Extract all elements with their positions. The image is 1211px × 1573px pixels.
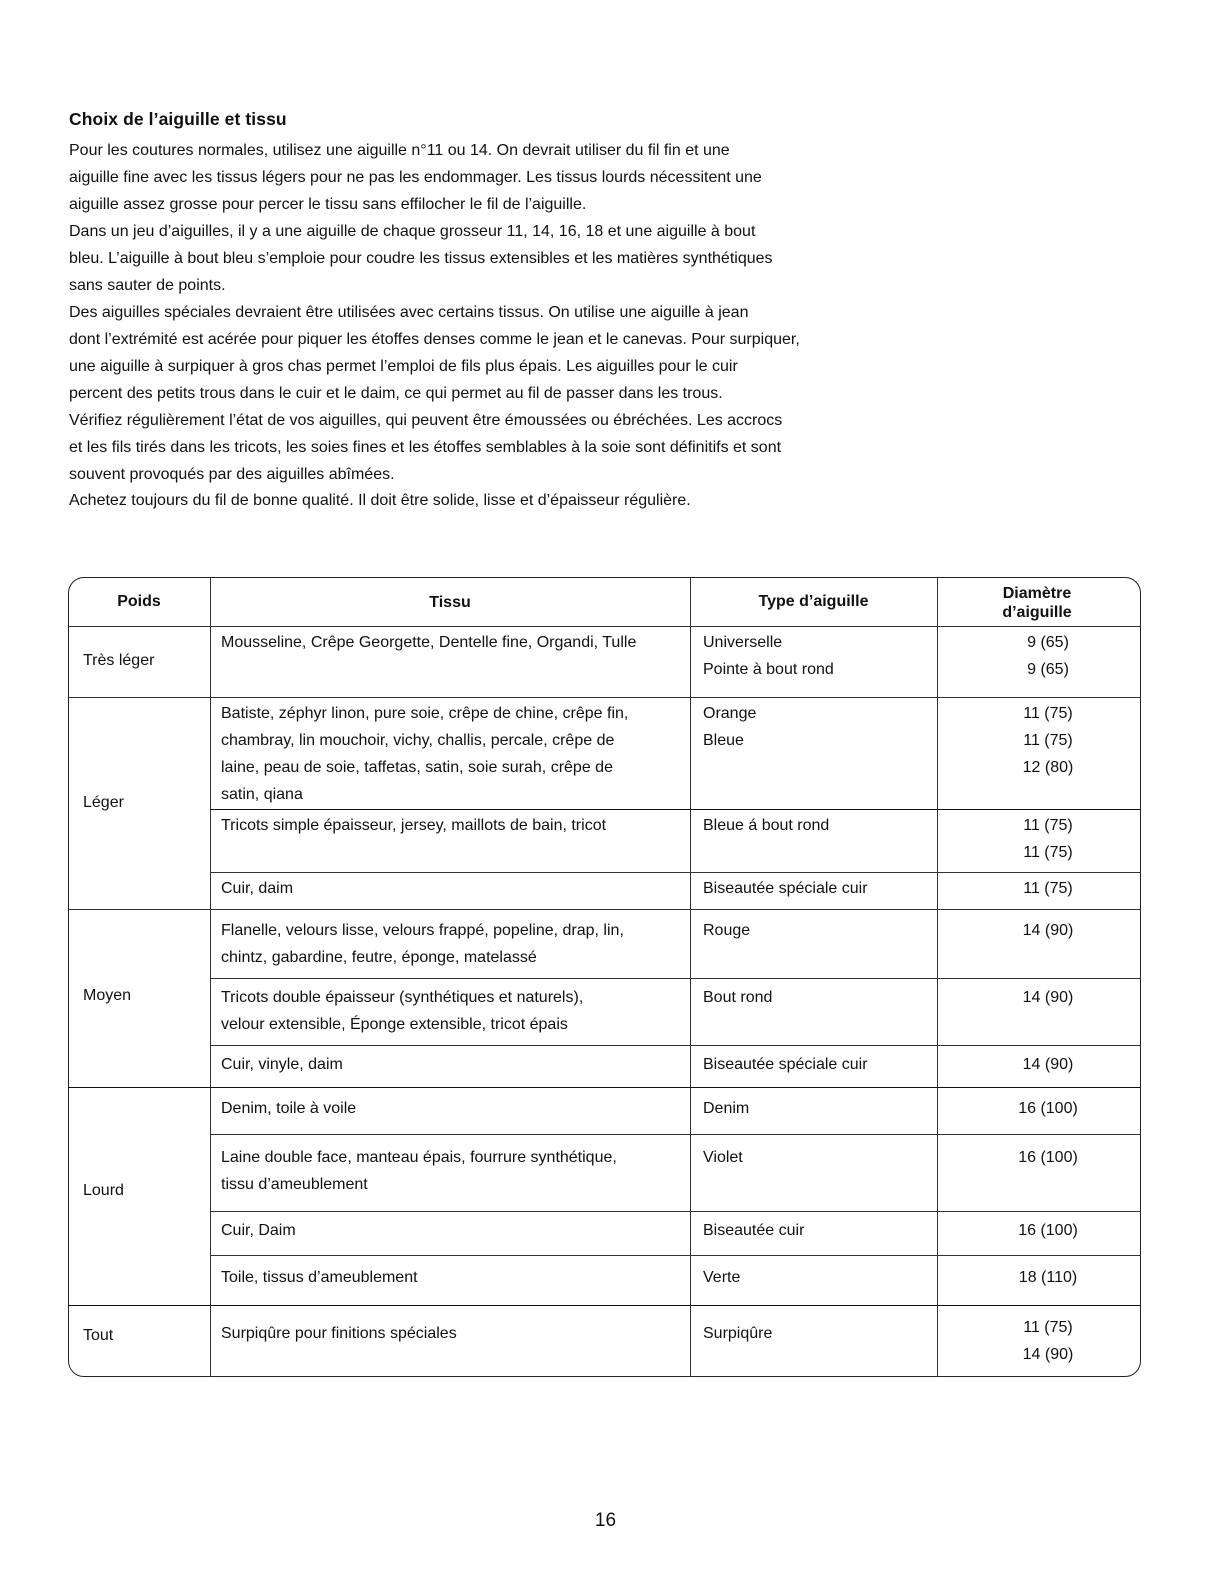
row-divider <box>210 1255 1141 1256</box>
cell-line: Mousseline, Crêpe Georgette, Dentelle fine, Organdi, Tulle <box>221 634 637 651</box>
text-line: dont l’extrémité est acérée pour piquer les étoffes denses comme le jean et le canevas. Pour surpiquer, <box>69 331 800 349</box>
tissu-cell <box>221 700 628 808</box>
diam-cell <box>998 875 1098 902</box>
diam-cell <box>998 1051 1098 1078</box>
cell-line: 14 (90) <box>1022 922 1074 939</box>
type-cell <box>703 629 834 683</box>
cell-line: 9 (65) <box>1027 661 1069 678</box>
row-divider <box>210 1045 1141 1046</box>
paragraph-check-needles <box>69 407 859 488</box>
row-divider <box>68 1087 1141 1088</box>
row-divider <box>68 697 1141 698</box>
cell-line: Biseautée cuir <box>703 1222 805 1239</box>
header-diametre <box>937 584 1137 622</box>
type-cell <box>703 1051 868 1078</box>
text-line: aiguille assez grosse pour percer le tissu sans effilocher le fil de l’aiguille. <box>69 196 587 214</box>
tissu-cell <box>221 984 583 1038</box>
cell-line: 11 (75) <box>1023 880 1073 897</box>
cell-line: chintz, gabardine, feutre, éponge, matelassé <box>221 949 537 966</box>
diam-cell <box>998 1095 1098 1122</box>
cell-line: 14 (90) <box>1022 989 1074 1006</box>
type-cell <box>703 1320 772 1347</box>
cell-line: Cuir, vinyle, daim <box>221 1056 343 1073</box>
paragraph-special-needles <box>69 299 859 407</box>
tissu-cell <box>221 812 606 839</box>
cell-line: 14 (90) <box>1022 1056 1074 1073</box>
tissu-cell <box>221 875 293 902</box>
cell-line: 11 (75) <box>1023 1319 1073 1336</box>
cell-line: 11 (75) <box>1023 817 1073 834</box>
text-line: Vérifiez régulièrement l’état de vos aiguilles, qui peuvent être émoussées ou ébréchées. Les accrocs <box>69 412 783 429</box>
type-cell <box>703 700 756 754</box>
type-cell <box>703 1095 749 1122</box>
row-divider <box>210 978 1141 979</box>
text-line: Pour les coutures normales, utilisez une aiguille n°11 ou 14. On devrait utiliser du fil fin et une <box>69 142 730 159</box>
cell-line: Pointe à bout rond <box>703 661 834 678</box>
text-line: bleu. L’aiguille à bout bleu s’emploie pour coudre les tissus extensibles et les matières synthétiques <box>69 250 773 268</box>
diam-cell <box>998 984 1098 1011</box>
cell-line: Biseautée spéciale cuir <box>703 1056 868 1073</box>
row-divider <box>210 872 1141 873</box>
header-poids: Poids <box>117 593 161 610</box>
cell-line: Tricots simple épaisseur, jersey, maillots de bain, tricot <box>221 817 607 834</box>
cell-line: Cuir, daim <box>221 880 294 897</box>
text-line: souvent provoqués par des aiguilles abîmées. <box>69 466 395 484</box>
diam-cell <box>998 1314 1098 1368</box>
cell-line: Laine double face, manteau épais, fourrure synthétique, <box>221 1149 617 1166</box>
cell-line: 11 (75) <box>1023 844 1073 861</box>
cell-line: Toile, tissus d’ameublement <box>221 1269 418 1286</box>
cell-line: 11 (75) <box>1023 705 1073 722</box>
text-line: une aiguille à surpiquer à gros chas permet l’emploi de fils plus épais. Les aiguilles pour le cuir <box>69 358 738 376</box>
type-cell <box>703 875 868 902</box>
tissu-cell <box>221 917 624 971</box>
cell-line: Rouge <box>703 922 751 939</box>
cell-line: Bleue <box>703 732 744 749</box>
cell-line: tissu d’ameublement <box>221 1176 368 1193</box>
cell-line: Denim, toile à voile <box>221 1100 357 1117</box>
cell-line: Universelle <box>703 634 783 651</box>
poids-cell: Très léger <box>83 652 155 669</box>
header-tissu: Tissu <box>429 594 471 611</box>
cell-line: Bleue á bout rond <box>703 817 830 834</box>
cell-line: 18 (110) <box>1018 1269 1078 1286</box>
poids-cell: Lourd <box>83 1182 124 1199</box>
tissu-cell <box>221 1144 617 1198</box>
type-cell <box>703 1144 743 1171</box>
tissu-cell <box>221 629 636 656</box>
cell-line: Verte <box>703 1269 741 1286</box>
cell-line: 11 (75) <box>1023 732 1073 749</box>
text-line: Dans un jeu d’aiguilles, il y a une aiguille de chaque grosseur 11, 14, 16, 18 et une aiguille à bout <box>69 223 756 240</box>
cell-line: Bout rond <box>703 989 773 1006</box>
type-cell <box>703 1217 804 1244</box>
row-divider <box>68 626 1141 627</box>
text-line: aiguille fine avec les tissus légers pour ne pas les endommager. Les tissus lourds nécessitent une <box>69 169 762 187</box>
row-divider <box>210 809 1141 810</box>
tissu-cell <box>221 1320 457 1347</box>
cell-line: Denim <box>703 1100 750 1117</box>
cell-line: 14 (90) <box>1022 1346 1074 1363</box>
text-line: Des aiguilles spéciales devraient être utilisées avec certains tissus. On utilise une aiguille à jean <box>69 304 749 321</box>
cell-line: Surpiqûre pour finitions spéciales <box>221 1325 457 1342</box>
paragraph-normal-seams <box>69 137 859 218</box>
poids-cell: Léger <box>83 794 124 811</box>
page-number: 16 <box>594 1510 617 1531</box>
diam-cell <box>998 1144 1098 1171</box>
type-cell <box>703 1264 740 1291</box>
cell-line: chambray, lin mouchoir, vichy, challis, percale, crêpe de <box>221 732 615 749</box>
cell-line: Violet <box>703 1149 743 1166</box>
poids-cell: Moyen <box>83 987 132 1004</box>
paragraph-needle-set <box>69 218 859 299</box>
row-divider <box>68 1305 1141 1306</box>
type-cell <box>703 984 772 1011</box>
row-divider <box>210 1211 1141 1212</box>
paragraph-thread-quality <box>69 487 859 514</box>
text-line: Achetez toujours du fil de bonne qualité. Il doit être solide, lisse et d’épaisseur régulière. <box>69 492 691 509</box>
row-divider <box>210 1134 1141 1135</box>
tissu-cell <box>221 1095 356 1122</box>
type-cell <box>703 917 750 944</box>
cell-line: Batiste, zéphyr linon, pure soie, crêpe de chine, crêpe fin, <box>221 705 629 722</box>
cell-line: Tricots double épaisseur (synthétiques et naturels), <box>221 989 584 1006</box>
diam-cell <box>998 1264 1098 1291</box>
type-cell <box>703 812 829 839</box>
header-diametre-line1: Diamètre <box>1002 585 1072 602</box>
diam-cell <box>998 1217 1098 1244</box>
tissu-cell <box>221 1217 296 1244</box>
cell-line: Surpiqûre <box>703 1325 773 1342</box>
cell-line: Biseautée spéciale cuir <box>703 880 868 897</box>
cell-line: 12 (80) <box>1022 759 1074 776</box>
cell-line: 16 (100) <box>1018 1100 1078 1117</box>
text-line: et les fils tirés dans les tricots, les soies fines et les étoffes semblables à la soie sont définitifs et sont <box>69 439 782 457</box>
cell-line: 16 (100) <box>1018 1222 1078 1239</box>
cell-line: velour extensible, Éponge extensible, tricot épais <box>221 1016 568 1033</box>
diam-cell <box>998 812 1098 866</box>
header-diametre-line2: d’aiguille <box>1002 604 1072 621</box>
cell-line: Flanelle, velours lisse, velours frappé, popeline, drap, lin, <box>221 922 624 939</box>
diam-cell <box>998 917 1098 944</box>
cell-line: Orange <box>703 705 757 722</box>
cell-line: 9 (65) <box>1027 634 1069 651</box>
cell-line: Cuir, Daim <box>221 1222 296 1239</box>
cell-line: 16 (100) <box>1018 1149 1078 1166</box>
diam-cell <box>998 629 1098 683</box>
section-title: Choix de l’aiguille et tissu <box>69 109 287 129</box>
text-line: sans sauter de points. <box>69 277 226 295</box>
tissu-cell <box>221 1051 343 1078</box>
row-divider <box>68 909 1141 910</box>
tissu-cell <box>221 1264 418 1291</box>
header-type: Type d’aiguille <box>758 593 869 610</box>
diam-cell <box>998 700 1098 781</box>
poids-cell: Tout <box>83 1327 114 1344</box>
text-line: percent des petits trous dans le cuir et le daim, ce qui permet au fil de passer dans les trous. <box>69 385 723 403</box>
cell-line: laine, peau de soie, taffetas, satin, soie surah, crêpe de <box>221 759 613 776</box>
cell-line: satin, qiana <box>221 786 303 803</box>
